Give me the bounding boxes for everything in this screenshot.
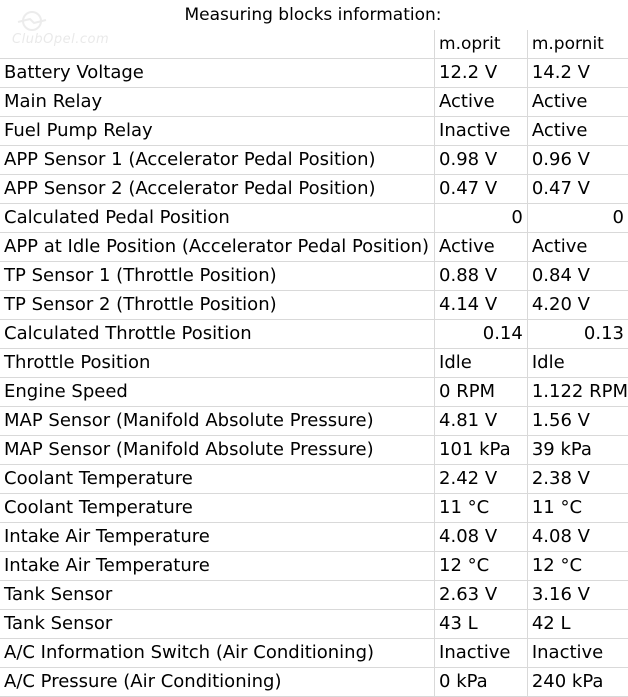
row-pornit-cell[interactable]: 0.96 V bbox=[527, 146, 628, 175]
row-oprit-cell[interactable]: Inactive bbox=[435, 639, 528, 668]
row-oprit-cell[interactable]: 0.47 V bbox=[435, 175, 528, 204]
row-label-cell[interactable]: Fuel Pump Relay bbox=[0, 117, 435, 146]
row-label-cell[interactable]: Main Relay bbox=[0, 88, 435, 117]
row-oprit-cell[interactable]: 11 °C bbox=[435, 494, 528, 523]
row-label-cell[interactable]: Tank Sensor bbox=[0, 610, 435, 639]
row-pornit-cell[interactable]: 0.84 V bbox=[527, 262, 628, 291]
header-cell-pornit[interactable]: m.pornit bbox=[527, 30, 628, 59]
row-label-cell[interactable]: Battery Voltage bbox=[0, 59, 435, 88]
header-cell-label[interactable] bbox=[0, 30, 435, 59]
row-pornit-cell[interactable]: Inactive bbox=[527, 639, 628, 668]
row-oprit-cell[interactable]: Inactive bbox=[435, 117, 528, 146]
table-row bbox=[0, 465, 628, 494]
watermark-text: ClubOpel.com bbox=[12, 32, 110, 47]
row-oprit-cell[interactable]: Idle bbox=[435, 349, 528, 378]
row-pornit-cell[interactable]: 4.20 V bbox=[527, 291, 628, 320]
table-row bbox=[0, 175, 628, 204]
row-oprit-cell[interactable]: Active bbox=[435, 233, 528, 262]
row-oprit-cell[interactable]: 0 RPM bbox=[435, 378, 528, 407]
row-label-cell[interactable]: Coolant Temperature bbox=[0, 494, 435, 523]
table-row bbox=[0, 552, 628, 581]
row-pornit-cell[interactable]: 0 bbox=[527, 204, 628, 233]
sheet-title-text: Measuring blocks information: bbox=[184, 5, 442, 25]
row-pornit-cell[interactable]: Active bbox=[527, 117, 628, 146]
row-label-cell[interactable]: Coolant Temperature bbox=[0, 465, 435, 494]
row-pornit-cell[interactable]: 1.56 V bbox=[527, 407, 628, 436]
row-pornit-cell[interactable]: 2.38 V bbox=[527, 465, 628, 494]
row-label-cell[interactable]: Calculated Throttle Position bbox=[0, 320, 435, 349]
row-oprit-cell[interactable]: 0.14 bbox=[435, 320, 528, 349]
row-oprit-cell[interactable]: 0.98 V bbox=[435, 146, 528, 175]
row-label-cell[interactable]: APP Sensor 1 (Accelerator Pedal Position) bbox=[0, 146, 435, 175]
row-pornit-cell[interactable]: 0.47 V bbox=[527, 175, 628, 204]
row-pornit-cell[interactable]: 14.2 V bbox=[527, 59, 628, 88]
table-row bbox=[0, 262, 628, 291]
row-pornit-cell[interactable]: Idle bbox=[527, 349, 628, 378]
measuring-blocks-table bbox=[0, 30, 628, 697]
table-row bbox=[0, 204, 628, 233]
row-label-cell[interactable]: APP Sensor 2 (Accelerator Pedal Position) bbox=[0, 175, 435, 204]
row-label-cell[interactable]: Tank Sensor bbox=[0, 581, 435, 610]
row-oprit-cell[interactable]: 0.88 V bbox=[435, 262, 528, 291]
table-row bbox=[0, 291, 628, 320]
row-pornit-cell[interactable]: Active bbox=[527, 233, 628, 262]
sheet-title bbox=[0, 0, 628, 30]
row-pornit-cell[interactable]: 1.122 RPM bbox=[527, 378, 628, 407]
row-oprit-cell[interactable]: 4.08 V bbox=[435, 523, 528, 552]
table-row bbox=[0, 494, 628, 523]
row-pornit-cell[interactable]: 12 °C bbox=[527, 552, 628, 581]
header-cell-oprit[interactable]: m.oprit bbox=[435, 30, 528, 59]
row-label-cell[interactable]: Engine Speed bbox=[0, 378, 435, 407]
row-label-cell[interactable]: Calculated Pedal Position bbox=[0, 204, 435, 233]
row-pornit-cell[interactable]: 240 kPa bbox=[527, 668, 628, 697]
table-row bbox=[0, 523, 628, 552]
table-row bbox=[0, 407, 628, 436]
table-row bbox=[0, 146, 628, 175]
row-label-cell[interactable]: Intake Air Temperature bbox=[0, 523, 435, 552]
table-row bbox=[0, 117, 628, 146]
table-row bbox=[0, 581, 628, 610]
table-row bbox=[0, 436, 628, 465]
row-pornit-cell[interactable]: 39 kPa bbox=[527, 436, 628, 465]
row-pornit-cell[interactable]: 0.13 bbox=[527, 320, 628, 349]
table-row bbox=[0, 320, 628, 349]
row-oprit-cell[interactable]: 12.2 V bbox=[435, 59, 528, 88]
table-row bbox=[0, 349, 628, 378]
row-label-cell[interactable]: APP at Idle Position (Accelerator Pedal Position) bbox=[0, 233, 435, 262]
row-label-cell[interactable]: Throttle Position bbox=[0, 349, 435, 378]
header-row bbox=[0, 30, 628, 59]
row-oprit-cell[interactable]: 43 L bbox=[435, 610, 528, 639]
table-row bbox=[0, 378, 628, 407]
table-row bbox=[0, 59, 628, 88]
table-row bbox=[0, 233, 628, 262]
row-oprit-cell[interactable]: 101 kPa bbox=[435, 436, 528, 465]
row-pornit-cell[interactable]: 42 L bbox=[527, 610, 628, 639]
table-row bbox=[0, 668, 628, 697]
table-row bbox=[0, 610, 628, 639]
row-pornit-cell[interactable]: Active bbox=[527, 88, 628, 117]
row-pornit-cell[interactable]: 4.08 V bbox=[527, 523, 628, 552]
row-label-cell[interactable]: TP Sensor 2 (Throttle Position) bbox=[0, 291, 435, 320]
row-label-cell[interactable]: TP Sensor 1 (Throttle Position) bbox=[0, 262, 435, 291]
row-oprit-cell[interactable]: 0 bbox=[435, 204, 528, 233]
row-oprit-cell[interactable]: 2.63 V bbox=[435, 581, 528, 610]
table-row bbox=[0, 639, 628, 668]
row-pornit-cell[interactable]: 11 °C bbox=[527, 494, 628, 523]
row-oprit-cell[interactable]: 4.81 V bbox=[435, 407, 528, 436]
row-oprit-cell[interactable]: Active bbox=[435, 88, 528, 117]
row-pornit-cell[interactable]: 3.16 V bbox=[527, 581, 628, 610]
row-label-cell[interactable]: MAP Sensor (Manifold Absolute Pressure) bbox=[0, 407, 435, 436]
row-oprit-cell[interactable]: 0 kPa bbox=[435, 668, 528, 697]
row-label-cell[interactable]: MAP Sensor (Manifold Absolute Pressure) bbox=[0, 436, 435, 465]
row-label-cell[interactable]: A/C Information Switch (Air Conditioning) bbox=[0, 639, 435, 668]
row-label-cell[interactable]: Intake Air Temperature bbox=[0, 552, 435, 581]
row-oprit-cell[interactable]: 12 °C bbox=[435, 552, 528, 581]
row-oprit-cell[interactable]: 4.14 V bbox=[435, 291, 528, 320]
row-label-cell[interactable]: A/C Pressure (Air Conditioning) bbox=[0, 668, 435, 697]
table-row bbox=[0, 88, 628, 117]
row-oprit-cell[interactable]: 2.42 V bbox=[435, 465, 528, 494]
